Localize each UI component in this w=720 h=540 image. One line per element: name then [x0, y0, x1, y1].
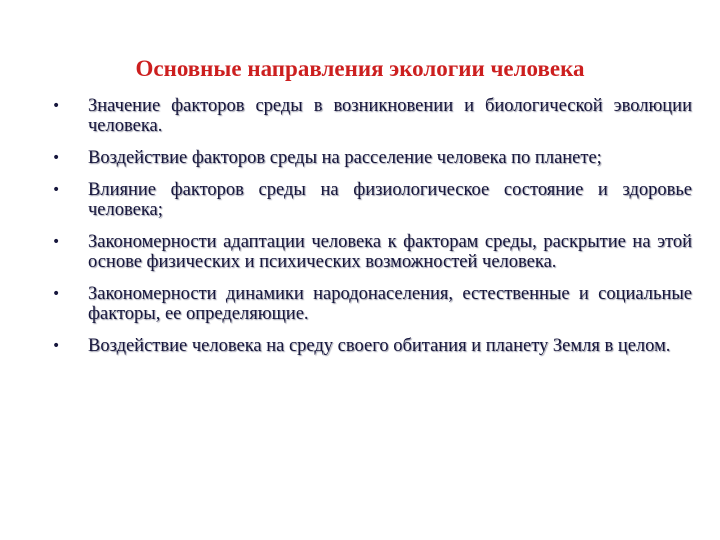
bullet-icon: •: [52, 338, 61, 354]
slide-title: Основные направления экологии человека: [135, 56, 585, 81]
list-item-text: Воздействие человека на среду своего обитания и планету Земля в целом.: [88, 336, 671, 356]
list-item-text: Значение факторов среды в возникновении и биологической эволюции человека.: [88, 96, 692, 136]
bullet-icon: •: [52, 234, 61, 250]
list-item: [52, 284, 692, 324]
bullet-icon: •: [52, 150, 61, 166]
bullet-icon: •: [52, 182, 61, 198]
list-item: [52, 148, 692, 168]
list-item-text: Влияние факторов среды на физиологическое состояние и здоровье человека;: [88, 180, 692, 220]
bullet-icon: •: [52, 286, 61, 302]
list-item-text: Закономерности адаптации человека к факторам среды, раскрытие на этой основе физических и психических возможностей человека.: [88, 232, 692, 272]
list-item: [52, 336, 692, 356]
list-item: [52, 180, 692, 220]
bullet-list: [52, 96, 692, 368]
bullet-icon: •: [52, 98, 61, 114]
list-item: [52, 232, 692, 272]
list-item-text: Закономерности динамики народонаселения, естественные и социальные факторы, ее определяющие.: [88, 284, 692, 324]
list-item: [52, 96, 692, 136]
list-item-text: Воздействие факторов среды на расселение человека по планете;: [88, 148, 602, 168]
